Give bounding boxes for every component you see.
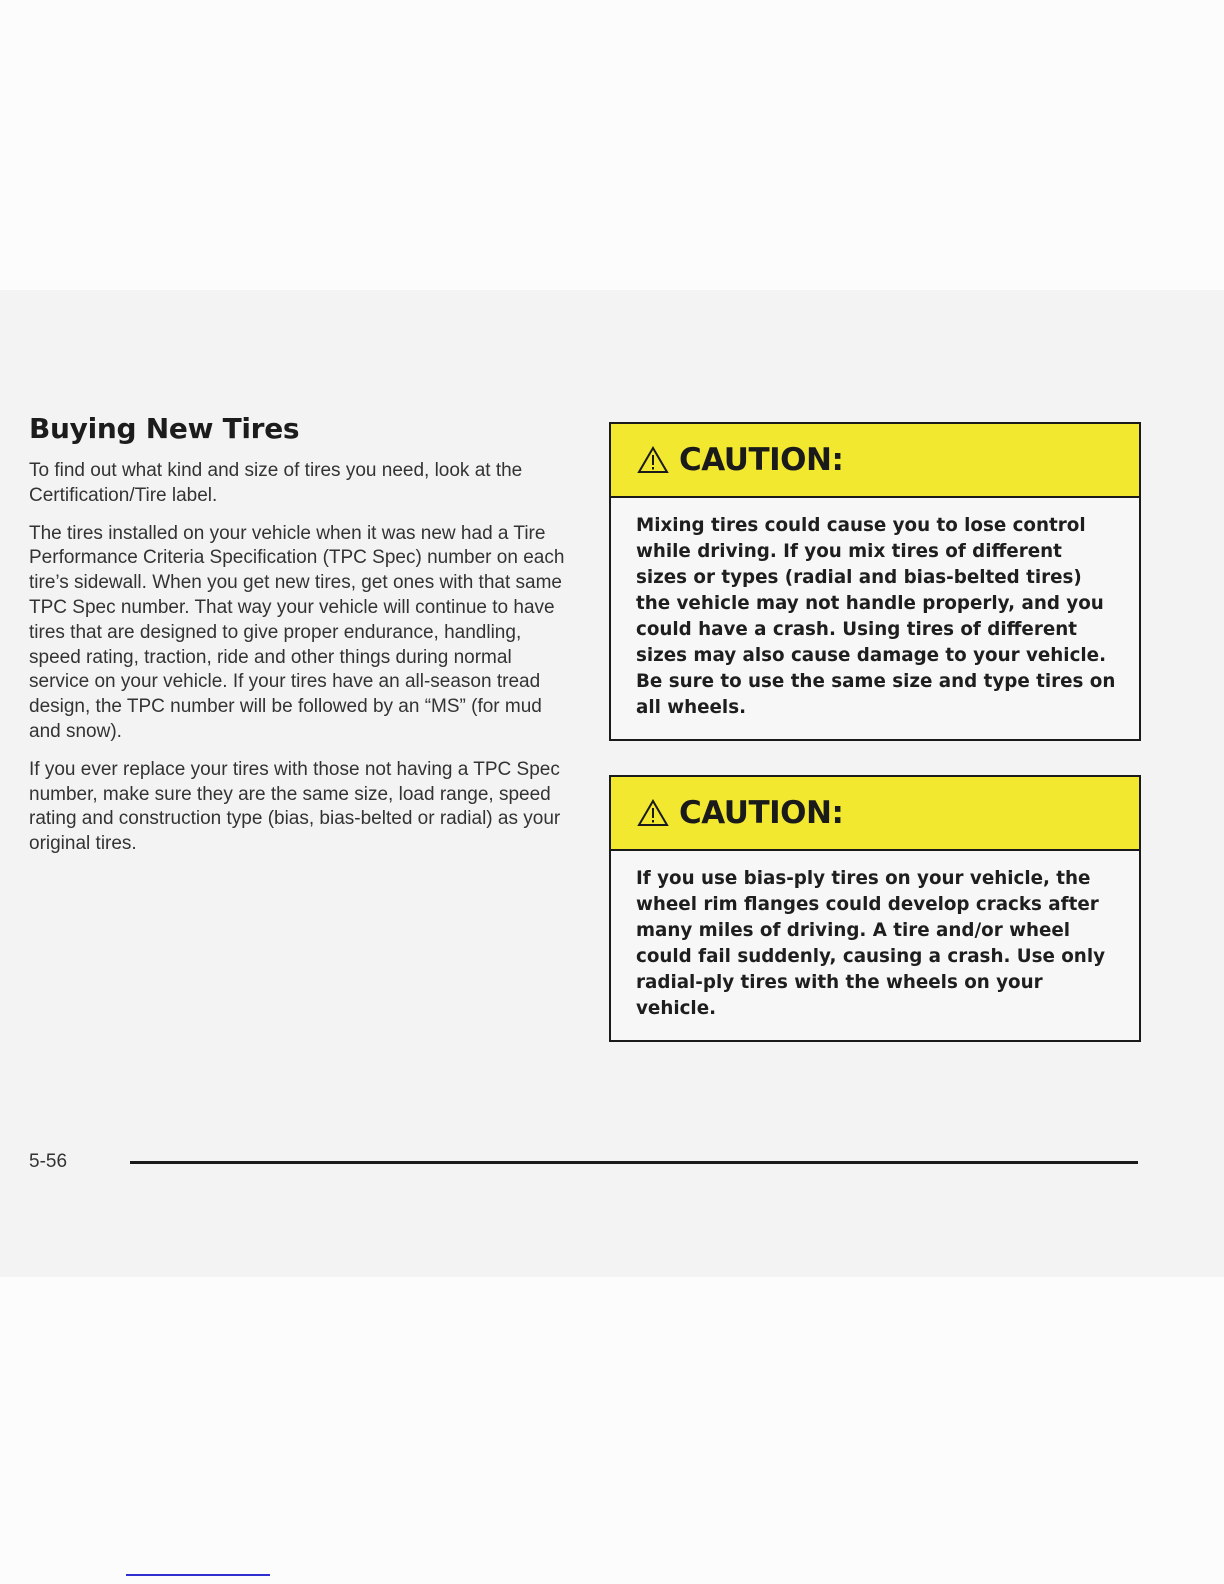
bottom-underline xyxy=(126,1574,270,1576)
paragraph-replacement: If you ever replace your tires with those not having a TPC Spec number, make sure they are the same size, load range, speed rating and construction type (bias, bias-belted or radial) as your original tires. xyxy=(29,758,561,855)
caution-text: Mixing tires could cause you to lose control while driving. If you mix tires of different sizes or types (radial and bias-belted tires) the vehicle may not handle properly, and you could have a crash. Using tires of different sizes may also cause damage to your vehicle. Be sure to use the same size and type tires on all wheels. xyxy=(636,515,1116,718)
warning-triangle-icon xyxy=(637,446,669,474)
caution-title: CAUTION: xyxy=(679,795,844,831)
caution-text: If you use bias-ply tires on your vehicle, the wheel rim flanges could develop cracks after many miles of driving. A tire and/or wheel could fail suddenly, causing a crash. Use only radial-ply tires with the wheels on your vehicle. xyxy=(636,868,1106,1019)
paragraph-certification-label: To find out what kind and size of tires you need, look at the Certification/Tire label. xyxy=(29,460,523,506)
paragraph-tpc-spec: The tires installed on your vehicle when it was new had a Tire Performance Criteria Specification (TPC Spec) number on each tire’s sidewall. When you get new tires, get ones with that same TPC Spec number. That way your vehicle will continue to have tires that are designed to give proper endurance, handling, speed rating, traction, ride and other things during normal service on your vehicle. If your tires have an all-season tread design, the TPC number will be followed by an “MS” (for mud and snow). xyxy=(29,522,565,742)
caution-box-bias-ply xyxy=(609,775,1141,1042)
page-number: 5-56 xyxy=(29,1151,68,1172)
caution-box-mixing-tires xyxy=(609,422,1141,741)
main-text-column xyxy=(29,412,569,870)
warning-triangle-icon xyxy=(637,799,669,827)
footer-divider xyxy=(130,1161,1138,1164)
section-heading: Buying New Tires xyxy=(29,412,300,445)
caution-header xyxy=(611,777,1139,851)
caution-title: CAUTION: xyxy=(679,442,844,478)
caution-header xyxy=(611,424,1139,498)
